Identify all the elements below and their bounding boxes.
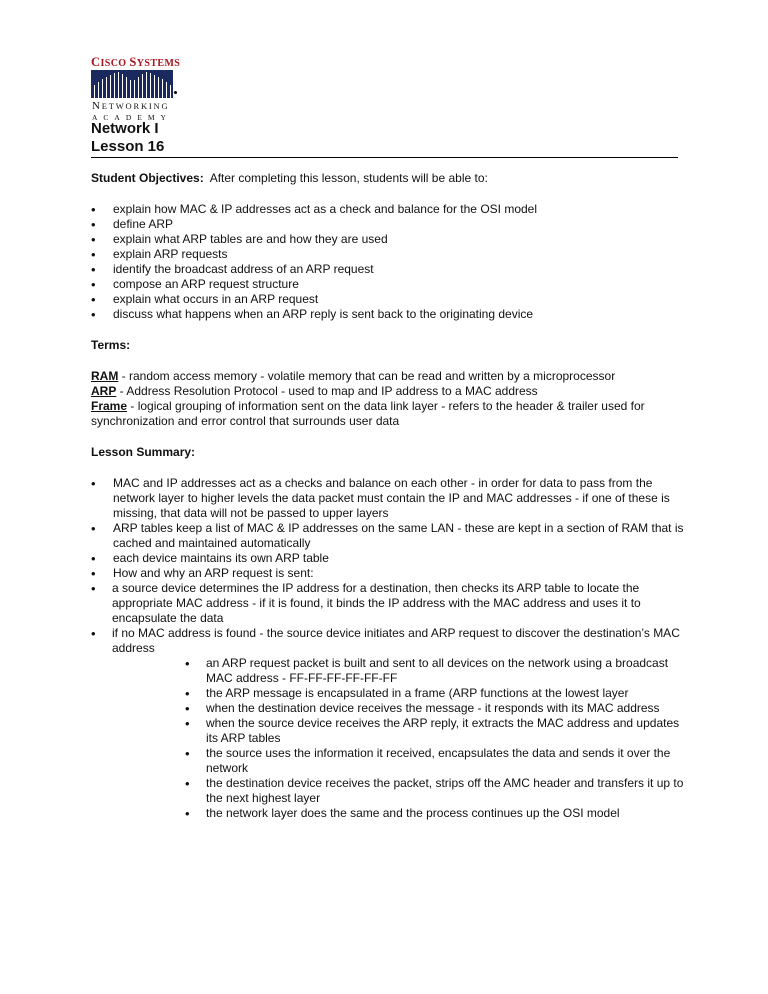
term-frame: Frame - logical grouping of information sent on the data link layer - refers to the header & trailer used for synchronization and error control that surrounds user data [91, 399, 645, 428]
list-item: • an ARP request packet is built and sent to all devices on the network using a broadcast MAC address - FF-FF-FF-FF-FF-FF [185, 656, 691, 686]
list-item: • explain what ARP tables are and how they are used [91, 232, 691, 247]
list-item: • ARP tables keep a list of MAC & IP addresses on the same LAN - these are kept in a section of RAM that is cached and maintained automatically [91, 521, 691, 551]
lesson-number: Lesson 16 [91, 138, 165, 155]
objectives-intro [91, 171, 691, 186]
summary-list [91, 476, 691, 581]
list-item: • identify the broadcast address of an ARP request [91, 262, 691, 277]
list-item: • discuss what happens when an ARP reply is sent back to the originating device [91, 307, 691, 322]
summary-heading: Lesson Summary: [91, 445, 196, 459]
list-item: • a source device determines the IP address for a destination, then checks its ARP table to locate the appropriate MAC address - if it is found, it binds the IP address with the MAC address and uses it to encapsulate the data [91, 581, 691, 626]
header-divider [91, 157, 678, 158]
list-item: • when the source device receives the ARP reply, it extracts the MAC address and updates its ARP tables [185, 716, 691, 746]
arp-request-heading: How and why an ARP request is sent: [113, 566, 314, 580]
objectives-list [91, 202, 691, 322]
lesson-title-block [91, 120, 164, 156]
arp-request-details [185, 656, 691, 821]
list-item: • explain ARP requests [91, 247, 691, 262]
list-item: • define ARP [91, 217, 691, 232]
logo-company-name: CISCO SYSTEMS [91, 55, 181, 69]
list-item: • the ARP message is encapsulated in a frame (ARP functions at the lowest layer [185, 686, 691, 701]
list-item: • explain how MAC & IP addresses act as a check and balance for the OSI model [91, 202, 691, 217]
logo-academy-text: ACADEMY [92, 113, 172, 122]
document-body [91, 171, 691, 821]
list-item: • if no MAC address is found - the source device initiates and ARP request to discover the destination’s MAC address [91, 626, 691, 656]
cisco-networking-academy-logo [91, 55, 181, 120]
term-arp: ARP - Address Resolution Protocol - used to map and IP address to a MAC address [91, 384, 538, 398]
list-item: • when the destination device receives the message - it responds with its MAC address [185, 701, 691, 716]
list-item: • the destination device receives the packet, strips off the AMC header and transfers it up to the next highest layer [185, 776, 691, 806]
objectives-label: Student Objectives: [91, 171, 204, 185]
list-item: • each device maintains its own ARP table [91, 551, 691, 566]
terms-heading: Terms: [91, 338, 131, 352]
logo-bridge-bars-icon [91, 70, 173, 98]
list-item: • explain what occurs in an ARP request [91, 292, 691, 307]
term-ram: RAM - random access memory - volatile memory that can be read and written by a microprocessor [91, 369, 616, 383]
arp-request-steps [91, 581, 691, 656]
list-item: • compose an ARP request structure [91, 277, 691, 292]
list-item [91, 566, 691, 581]
list-item: • the source uses the information it received, encapsulates the data and sends it over the network [185, 746, 691, 776]
logo-networking-text: NETWORKING [92, 100, 170, 112]
course-title: Network I [91, 120, 159, 137]
objectives-intro-text: After completing this lesson, students will be able to: [209, 171, 488, 185]
list-item: • MAC and IP addresses act as a checks and balance on each other - in order for data to pass from the network layer to higher levels the data packet must contain the IP and MAC addresses - if one of these is missing, that data will not be passed to upper layers [91, 476, 691, 521]
logo-registered-dot [174, 91, 177, 94]
list-item: • the network layer does the same and the process continues up the OSI model [185, 806, 691, 821]
